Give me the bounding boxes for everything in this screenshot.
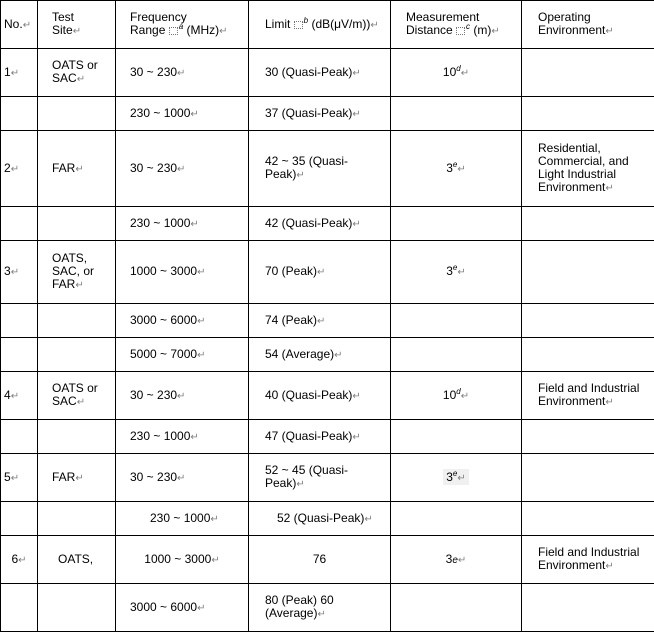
cell-distance: [391, 502, 522, 536]
cell-test-site: [38, 97, 116, 131]
cell-frequency: 1000 ~ 3000↵: [116, 536, 249, 584]
cell-environment: [522, 304, 654, 338]
cell-frequency: 230 ~ 1000↵: [116, 420, 249, 454]
field-placeholder-icon: [294, 21, 303, 29]
cell-limit: 74 (Peak)↵: [249, 304, 391, 338]
cell-frequency: 1000 ~ 3000↵: [116, 241, 249, 304]
cell-distance: [391, 207, 522, 241]
table-row: [1, 131, 654, 207]
header-no: No.↵: [1, 1, 38, 49]
table-row: [1, 584, 654, 632]
cell-distance: [391, 454, 522, 502]
cell-environment: [522, 420, 654, 454]
cell-environment: [522, 241, 654, 304]
cell-test-site: [38, 207, 116, 241]
table-row: [1, 338, 654, 372]
cell-no: [1, 304, 38, 338]
cell-test-site: OATS or SAC↵: [38, 372, 116, 420]
cell-test-site: FAR↵: [38, 131, 116, 207]
cell-frequency: 30 ~ 230↵: [116, 454, 249, 502]
table-row: [1, 304, 654, 338]
cell-environment: [522, 49, 654, 97]
cell-frequency: 230 ~ 1000↵: [116, 97, 249, 131]
cell-test-site: OATS or SAC↵: [38, 49, 116, 97]
cell-limit: 52 (Quasi-Peak)↵: [249, 502, 391, 536]
cell-limit: 47 (Quasi-Peak)↵: [249, 420, 391, 454]
cell-frequency: 230 ~ 1000↵: [116, 207, 249, 241]
cell-limit: 70 (Peak)↵: [249, 241, 391, 304]
cell-limit: 52 ~ 45 (Quasi-Peak)↵: [249, 454, 391, 502]
cell-test-site: [38, 584, 116, 632]
cell-environment: [522, 584, 654, 632]
cell-environment: [522, 97, 654, 131]
cell-no: 2↵: [1, 131, 38, 207]
cell-frequency: 30 ~ 230↵: [116, 49, 249, 97]
header-frequency-range: Frequency Range $^a$ (MHz)↵: [116, 1, 249, 49]
cell-distance: 3e↵: [391, 536, 522, 584]
cell-environment: [522, 502, 654, 536]
cell-distance: [391, 584, 522, 632]
cell-test-site: [38, 304, 116, 338]
header-row: [1, 1, 654, 49]
cell-distance: [391, 97, 522, 131]
field-placeholder-icon: [169, 27, 178, 35]
cell-no: 1↵: [1, 49, 38, 97]
cell-no: 4↵: [1, 372, 38, 420]
cell-no: 6↵: [1, 536, 38, 584]
table-row: [1, 372, 654, 420]
cell-limit: 37 (Quasi-Peak)↵: [249, 97, 391, 131]
cell-environment: [522, 454, 654, 502]
table-row: [1, 454, 654, 502]
cell-distance: 3e↵: [391, 131, 522, 207]
cell-limit: 54 (Average)↵: [249, 338, 391, 372]
highlighted-distance: 3e↵: [443, 469, 469, 485]
cell-frequency: 30 ~ 230↵: [116, 372, 249, 420]
header-measurement-distance: Measurement Distance $^c$ (m)↵: [391, 1, 522, 49]
header-limit: Limit $^b$ (dB(μV/m))↵: [249, 1, 391, 49]
field-placeholder-icon: [456, 27, 465, 35]
cell-environment: Residential, Commercial, and Light Industrial Environment↵: [522, 131, 654, 207]
cell-limit: 40 (Quasi-Peak)↵: [249, 372, 391, 420]
cell-test-site: [38, 338, 116, 372]
header-operating-environment: Operating Environment↵: [522, 1, 654, 49]
cell-frequency: 5000 ~ 7000↵: [116, 338, 249, 372]
header-test-site: Test Site↵: [38, 1, 116, 49]
cell-distance: 10$^d$↵: [391, 372, 522, 420]
cell-no: [1, 97, 38, 131]
cell-no: [1, 502, 38, 536]
cell-environment: Field and Industrial Environment↵: [522, 536, 654, 584]
cell-test-site: [38, 420, 116, 454]
cell-environment: [522, 207, 654, 241]
cell-limit: 30 (Quasi-Peak)↵: [249, 49, 391, 97]
table-row: [1, 536, 654, 584]
cell-frequency: 3000 ~ 6000↵: [116, 584, 249, 632]
cell-test-site: FAR↵: [38, 454, 116, 502]
cell-environment: [522, 338, 654, 372]
cell-environment: Field and Industrial Environment↵: [522, 372, 654, 420]
cell-test-site: [38, 502, 116, 536]
table-row: [1, 420, 654, 454]
cell-no: 3↵: [1, 241, 38, 304]
cell-test-site: OATS,: [38, 536, 116, 584]
cell-no: [1, 584, 38, 632]
table-row: [1, 207, 654, 241]
cell-distance: [391, 338, 522, 372]
cell-distance: [391, 420, 522, 454]
cell-limit: 42 ~ 35 (Quasi-Peak)↵: [249, 131, 391, 207]
table-row: [1, 97, 654, 131]
cell-limit: 80 (Peak) 60 (Average)↵: [249, 584, 391, 632]
cell-frequency: 230 ~ 1000↵: [116, 502, 249, 536]
cell-no: [1, 338, 38, 372]
cell-no: 5↵: [1, 454, 38, 502]
cell-distance: [391, 304, 522, 338]
cell-no: [1, 420, 38, 454]
cell-distance: 3e↵: [391, 241, 522, 304]
cell-frequency: 30 ~ 230↵: [116, 131, 249, 207]
cell-distance: 10$^d$↵: [391, 49, 522, 97]
table-row: [1, 502, 654, 536]
cell-frequency: 3000 ~ 6000↵: [116, 304, 249, 338]
table-row: [1, 49, 654, 97]
cell-no: [1, 207, 38, 241]
table-row: [1, 241, 654, 304]
cell-limit: 42 (Quasi-Peak)↵: [249, 207, 391, 241]
cell-test-site: OATS, SAC, or FAR↵: [38, 241, 116, 304]
cell-limit: 76: [249, 536, 391, 584]
